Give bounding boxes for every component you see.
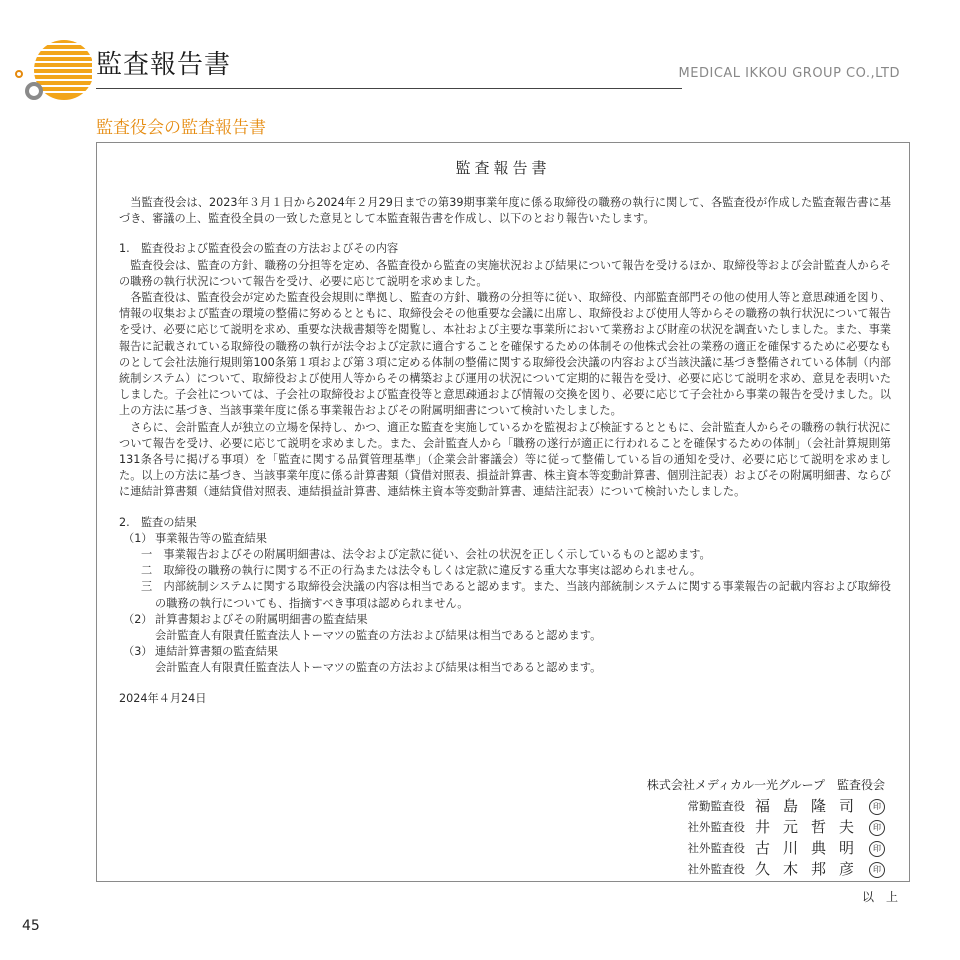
company-name: MEDICAL IKKOU GROUP CO.,LTD	[678, 66, 900, 81]
section-1-paragraph: さらに、会計監査人が独立の立場を保持し、かつ、適正な監査を実施しているかを監視および検証するとともに、会計監査人からその職務の執行状況について報告を受け、必要に応じて説明を求めました。また、会計監査人から「職務の遂行が適正に行われることを確保するための体制」（会社計算規則第131条各号に掲げる事項）を「監査に関する品質管理基準」（企業会計審議会）等に従って整備している旨の通知を受け、必要に応じて説明を求めました。以上の方法に基づき、当該事業年度に係る計算書類（貸借対照表、損益計算書、株主資本等変動計算書、個別注記表）およびその附属明細書、ならびに連結計算書類（連結貸借対照表、連結損益計算書、連結株主資本等変動計算書、連結注記表）について検討いたしました。	[119, 420, 891, 499]
section-title: 監査役会の監査報告書	[96, 118, 266, 138]
seal-icon: 印	[869, 820, 885, 836]
result-2-heading: （2） 計算書類およびその附属明細書の監査結果	[123, 612, 368, 626]
result-2-text: 会計監査人有限責任監査法人トーマツの監査の方法および結果は相当であると認めます。	[155, 629, 602, 643]
header-divider	[96, 88, 682, 89]
result-3-heading: （3） 連結計算書類の監査結果	[123, 645, 279, 659]
section-1-heading: 1. 監査役および監査役会の監査の方法およびその内容	[119, 242, 399, 256]
company-logo	[12, 36, 92, 106]
seal-icon: 印	[869, 841, 885, 857]
report-intro: 当監査役会は、2023年３月１日から2024年２月29日までの第39期事業年度に係る取締役の職務の執行に関して、各監査役が作成した監査報告書に基づき、審議の上、監査役全員の一致した意見として本監査報告書を作成し、以下のとおり報告いたします。	[119, 196, 891, 226]
section-1-paragraph: 監査役会は、監査の方針、職務の分担等を定め、各監査役から監査の実施状況および結果について報告を受けるほか、取締役等および会計監査人からその職務の執行状況について報告を受け、必要に応じて説明を求めました。	[119, 258, 891, 288]
section-2-heading: 2. 監査の結果	[119, 515, 197, 529]
signatory-row: 社外監査役 井元哲夫 印	[647, 817, 885, 838]
result-1-item: 二 取締役の職務の執行に関する不正の行為または法令もしくは定款に違反する重大な事実は認められません。	[141, 564, 702, 578]
result-3-text: 会計監査人有限責任監査法人トーマツの監査の方法および結果は相当であると認めます。	[155, 661, 602, 675]
result-1-heading: （1） 事業報告等の監査結果	[123, 531, 267, 545]
closing-mark: 以上	[861, 890, 910, 904]
page-number: 45	[22, 918, 40, 934]
signatory-row: 社外監査役 古川典明 印	[647, 838, 885, 859]
report-title: 監査報告書	[455, 159, 551, 177]
page-header-title: 監査報告書	[96, 50, 232, 80]
seal-icon: 印	[869, 862, 885, 878]
audit-report-box	[96, 142, 910, 882]
result-1-item: 三 内部統制システムに関する取締役会決議の内容は相当であると認めます。また、当該内部統制システムに関する事業報告の記載内容および取締役の職務の執行についても、指摘すべき事項は認められません。	[141, 580, 891, 610]
report-date: 2024年４月24日	[119, 691, 207, 705]
report-body	[119, 195, 891, 707]
result-1-item: 一 事業報告およびその附属明細書は、法令および定款に従い、会社の状況を正しく示しているものと認めます。	[141, 548, 711, 562]
signatory-org: 株式会社メディカル一光グループ 監査役会	[646, 778, 885, 792]
section-1-paragraph: 各監査役は、監査役会が定めた監査役会規則に準拠し、監査の方針、職務の分担等に従い、取締役、内部監査部門その他の使用人等と意思疎通を図り、情報の収集および監査の環境の整備に努めるとともに、取締役会その他重要な会議に出席し、取締役および使用人等からその職務の執行状況について報告を受け、必要に応じて説明を求め、重要な決裁書類等を閲覧し、本社および主要な事業所において業務および財産の状況を調査いたしました。また、事業報告に記載されている取締役の職務の執行が法令および定款に適合することを確保するための体制その他株式会社の業務の適正を確保するために必要なものとして会社法施行規則第100条第１項および第３項に定める体制の整備に関する取締役会決議の内容および当該決議に基づき整備されている体制（内部統制システム）について、取締役および使用人等からその構築および運用の状況について定期的に報告を受け、必要に応じて説明を求め、意見を表明いたしました。子会社については、子会社の取締役および監査役等と意思疎通および情報の交換を図り、必要に応じて子会社から事業の報告を受けました。以上の方法に基づき、当該事業年度に係る事業報告およびその附属明細書について検討いたしました。	[119, 291, 891, 418]
signatory-row: 常勤監査役 福島隆司 印	[647, 796, 885, 817]
seal-icon: 印	[869, 799, 885, 815]
signatory-row: 社外監査役 久木邦彦 印	[647, 859, 885, 880]
signature-block	[647, 775, 885, 880]
